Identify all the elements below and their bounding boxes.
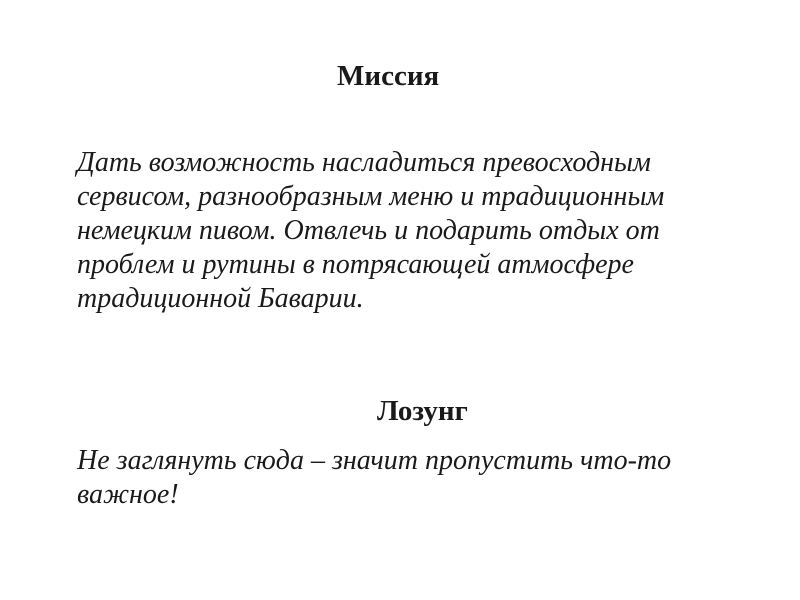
mission-line: немецким пивом. Отвлечь и подарить отдых от xyxy=(77,215,660,246)
mission-line: традиционной Баварии. xyxy=(77,283,364,314)
slogan-paragraph xyxy=(77,444,671,512)
mission-line: проблем и рутины в потрясающей атмосфере xyxy=(77,249,634,280)
mission-paragraph xyxy=(77,146,664,316)
slogan-line: важное! xyxy=(77,479,179,510)
mission-heading: Миссия xyxy=(337,60,440,92)
mission-line: Дать возможность насладиться превосходным xyxy=(77,147,651,178)
mission-line: сервисом, разнообразным меню и традиционным xyxy=(77,181,665,212)
slogan-heading: Лозунг xyxy=(377,395,468,427)
slogan-line: Не заглянуть сюда – значит пропустить что-то xyxy=(77,445,672,476)
